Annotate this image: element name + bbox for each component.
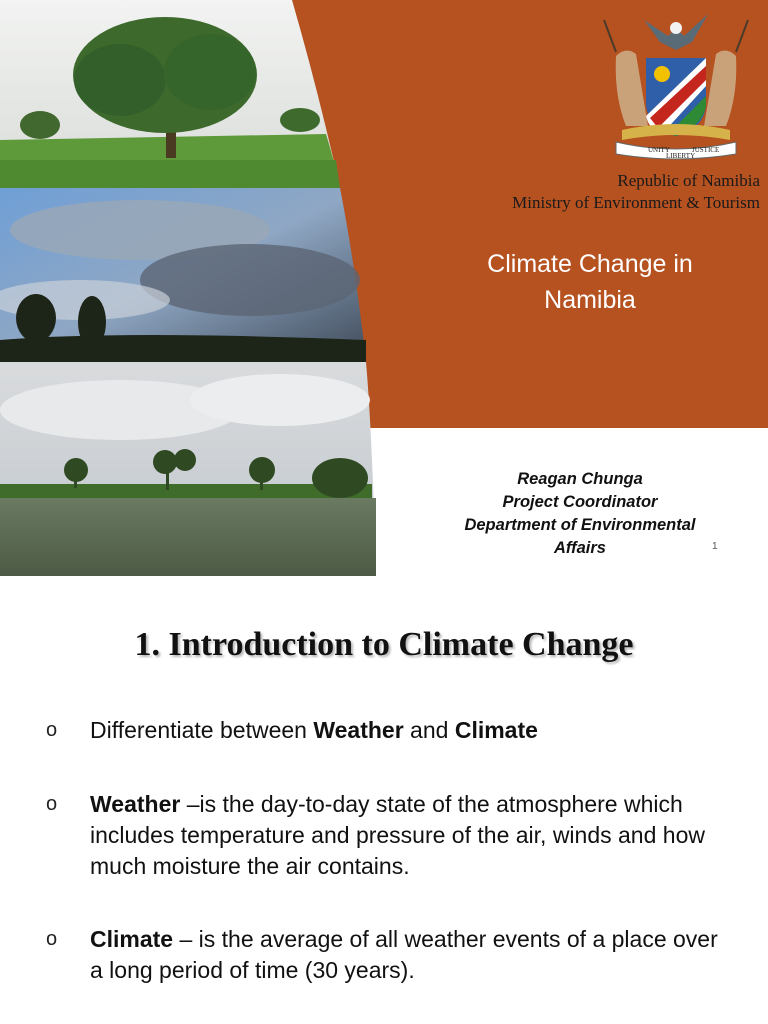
motto-justice: JUSTICE xyxy=(692,146,720,154)
weather-definition: –is the day-to-day state of the atmosphere which includes temperature and pressure of the air, winds and how much moisture the air contains. xyxy=(90,791,705,879)
ministry-name: Ministry of Environment & Tourism xyxy=(512,193,760,212)
ministry-header xyxy=(420,170,760,214)
title-line-2: Namibia xyxy=(544,286,636,314)
bullet-text: Differentiate between xyxy=(90,717,314,743)
bullet-marker: o xyxy=(46,719,58,741)
republic-name: Republic of Namibia xyxy=(617,171,760,190)
slide-title: 1. Introduction to Climate Change xyxy=(134,626,634,663)
author-role: Project Coordinator xyxy=(502,493,658,511)
intro-slide xyxy=(0,588,768,1024)
flooded-plain-with-palms-photo xyxy=(0,362,376,576)
bullet-marker: o xyxy=(46,793,58,815)
presentation-title xyxy=(430,246,750,318)
namibia-coat-of-arms xyxy=(596,6,756,162)
author-name: Reagan Chunga xyxy=(517,470,643,488)
climate-definition: – is the average of all weather events of a place over a long period of time (30 years). xyxy=(90,926,718,983)
slide-number: 1 xyxy=(712,541,718,552)
term-climate: Climate xyxy=(454,717,538,743)
bullet-item xyxy=(46,715,720,746)
bullet-text: and xyxy=(403,717,455,743)
bullet-item xyxy=(46,924,720,986)
title-line-1: Climate Change in xyxy=(487,250,693,278)
cloudy-sky-photo xyxy=(0,188,366,362)
motto-liberty: LIBERTY xyxy=(666,152,696,160)
author-dept-line-2: Affairs xyxy=(554,539,606,557)
motto-unity: UNITY xyxy=(648,146,670,154)
bullet-item xyxy=(46,789,720,882)
tree-in-grassland-photo xyxy=(0,0,340,188)
term-weather: Weather xyxy=(313,717,404,743)
author-dept-line-1: Department of Environmental xyxy=(464,516,696,534)
author-block xyxy=(420,468,740,560)
term-weather: Weather xyxy=(90,791,181,817)
term-climate: Climate xyxy=(90,926,174,952)
bullet-marker: o xyxy=(46,928,58,950)
